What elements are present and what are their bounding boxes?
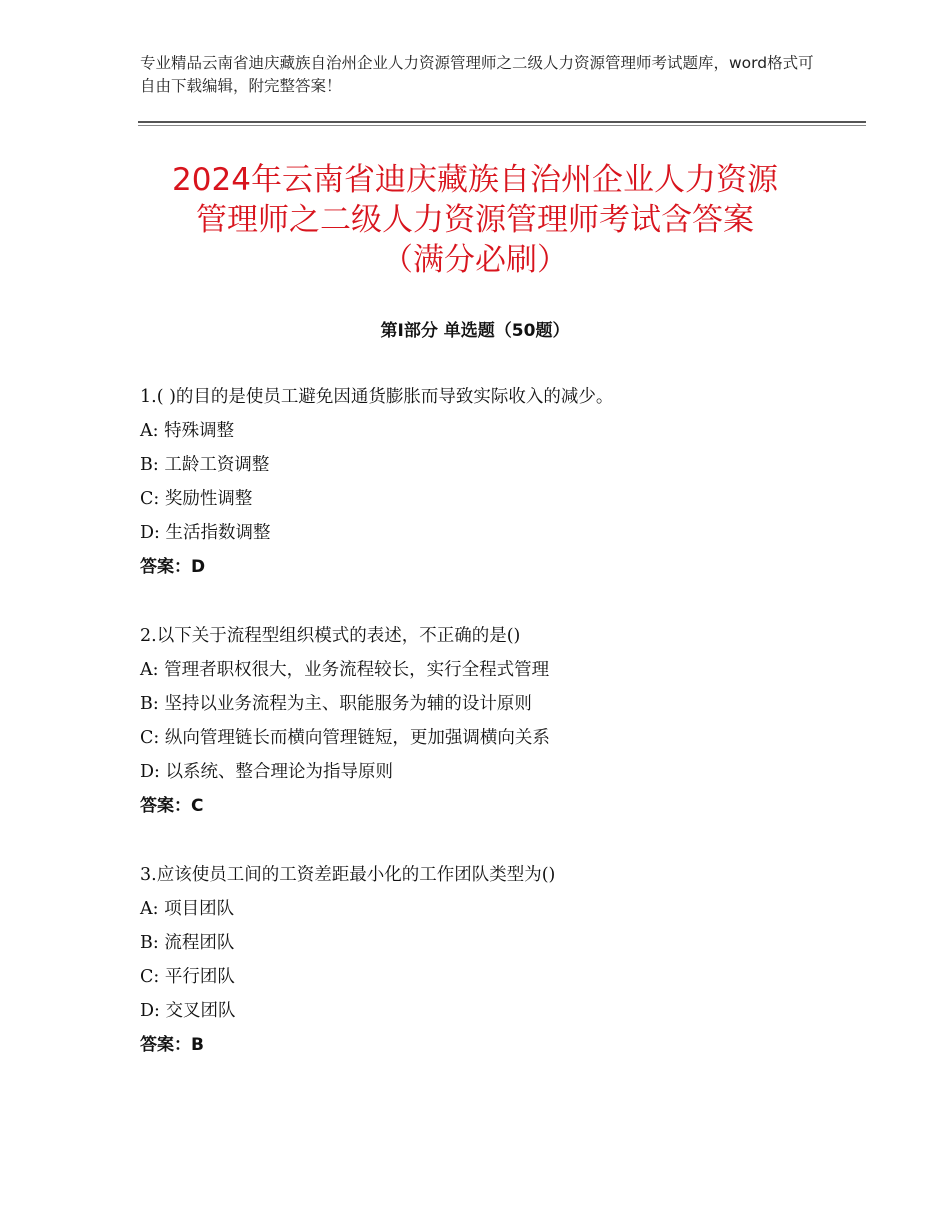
document-title: [100, 160, 850, 280]
header-divider: [138, 121, 866, 123]
question-stem: 1.( )的目的是使员工避免因通货膨胀而导致实际收入的减少。: [140, 387, 614, 407]
option-d: D: 交叉团队: [140, 1001, 236, 1021]
option-d: D: 生活指数调整: [140, 523, 271, 543]
option-d: D: 以系统、整合理论为指导原则: [140, 762, 393, 782]
question-stem: 2.以下关于流程型组织模式的表述，不正确的是(): [140, 626, 521, 646]
question-3: [140, 858, 860, 1062]
option-c: C: 平行团队: [140, 967, 235, 987]
option-c: C: 纵向管理链长而横向管理链短，更加强调横向关系: [140, 728, 550, 748]
answer: 答案：D: [140, 557, 206, 577]
header-divider-thin: [138, 125, 866, 126]
header-note: 专业精品云南省迪庆藏族自治州企业人力资源管理师之二级人力资源管理师考试题库，word格式可自由下载编辑，附完整答案！: [140, 54, 814, 95]
option-a: A: 特殊调整: [140, 421, 235, 441]
title-line: 2024年云南省迪庆藏族自治州企业人力资源: [172, 162, 778, 198]
option-b: B: 工龄工资调整: [140, 455, 270, 475]
answer: 答案：B: [140, 1035, 204, 1055]
option-c: C: 奖励性调整: [140, 489, 253, 509]
option-b: B: 坚持以业务流程为主、职能服务为辅的设计原则: [140, 694, 532, 714]
title-line: （满分必刷）: [382, 242, 568, 278]
option-a: A: 项目团队: [140, 899, 235, 919]
question-1: [140, 380, 860, 584]
question-2: [140, 619, 860, 823]
section-title: 第Ⅰ部分 单选题（50题）: [380, 321, 570, 341]
answer: 答案：C: [140, 796, 204, 816]
question-stem: 3.应该使员工间的工资差距最小化的工作团队类型为(): [140, 865, 556, 885]
option-b: B: 流程团队: [140, 933, 235, 953]
title-line: 管理师之二级人力资源管理师考试含答案: [196, 202, 754, 238]
option-a: A: 管理者职权很大，业务流程较长，实行全程式管理: [140, 660, 550, 680]
